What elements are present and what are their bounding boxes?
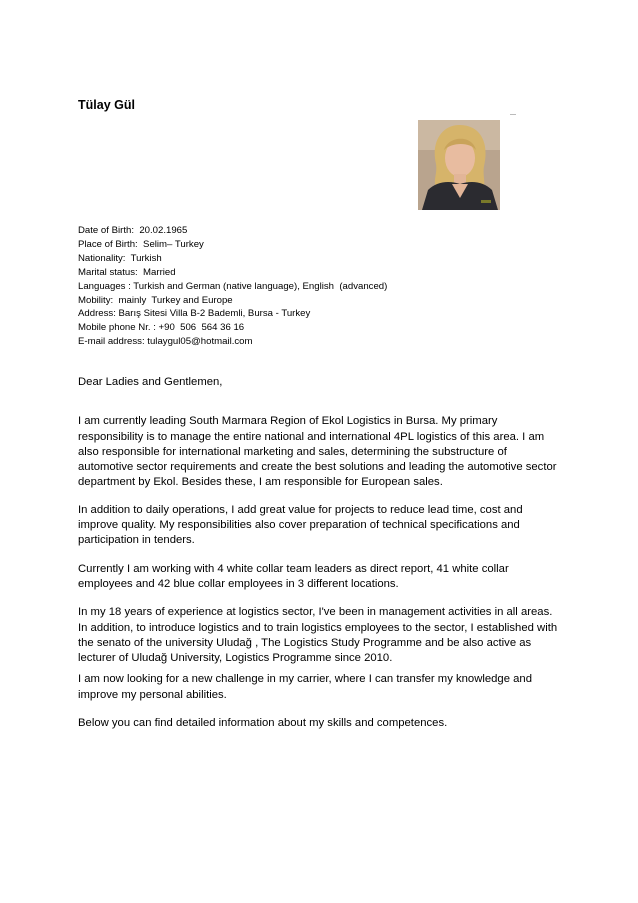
person-name: Tülay Gül bbox=[78, 98, 135, 112]
nationality: Nationality: Turkish bbox=[78, 252, 162, 264]
cover-letter bbox=[78, 375, 558, 731]
place-of-birth: Place of Birth: Selim– Turkey bbox=[78, 238, 204, 250]
paragraph-team: Currently I am working with 4 white collar team leaders as direct report, 41 white collar employees and 42 blue collar employees in 3 different locations. bbox=[78, 562, 509, 590]
paragraph-operations: In addition to daily operations, I add great value for projects to reduce lead time, cost and improve quality. My responsibilities also cover preparation of technical specifications and participation in tenders. bbox=[78, 503, 523, 547]
salutation: Dear Ladies and Gentlemen, bbox=[78, 376, 223, 388]
mobility: Mobility: mainly Turkey and Europe bbox=[78, 294, 233, 306]
portrait-photo bbox=[418, 120, 500, 210]
personal-info bbox=[78, 224, 558, 349]
paragraph-experience: In my 18 years of experience at logistics sector, I've been in management activities in all areas. In addition, to introduce logistics and to train logistics employees to the sector, I established with the senato of the university Uludağ , The Logistics Study Programme and be also active as lecturer of Uludağ University, Logistics Programme since 2010. bbox=[78, 606, 558, 665]
paragraph-skills: Below you can find detailed information about my skills and competences. bbox=[78, 717, 448, 730]
paragraph-new-challenge: I am now looking for a new challenge in my carrier, where I can transfer my knowledge and improve my personal abilities. bbox=[78, 673, 532, 701]
photo-caption-mark bbox=[510, 114, 516, 115]
date-of-birth: Date of Birth: 20.02.1965 bbox=[78, 225, 188, 236]
marital-status: Marital status: Married bbox=[78, 266, 176, 278]
address: Address: Barış Sitesi Villa B-2 Bademli, Bursa - Turkey bbox=[78, 308, 311, 320]
email-address: E-mail address: tulaygul05@hotmail.com bbox=[78, 336, 253, 348]
languages: Languages : Turkish and German (native language), English (advanced) bbox=[78, 280, 388, 292]
mobile-phone: Mobile phone Nr. : +90 506 564 36 16 bbox=[78, 322, 245, 334]
paragraph-current-role: I am currently leading South Marmara Region of Ekol Logistics in Bursa. My primary responsibility is to manage the entire national and international 4PL logistics of this area. I am also responsible for international marketing and sales, determining the substructure of automotive sector requirements and create the best solutions and leading the automotive sector department by Ekol. Besides these, I am responsible for European sales. bbox=[78, 415, 557, 489]
